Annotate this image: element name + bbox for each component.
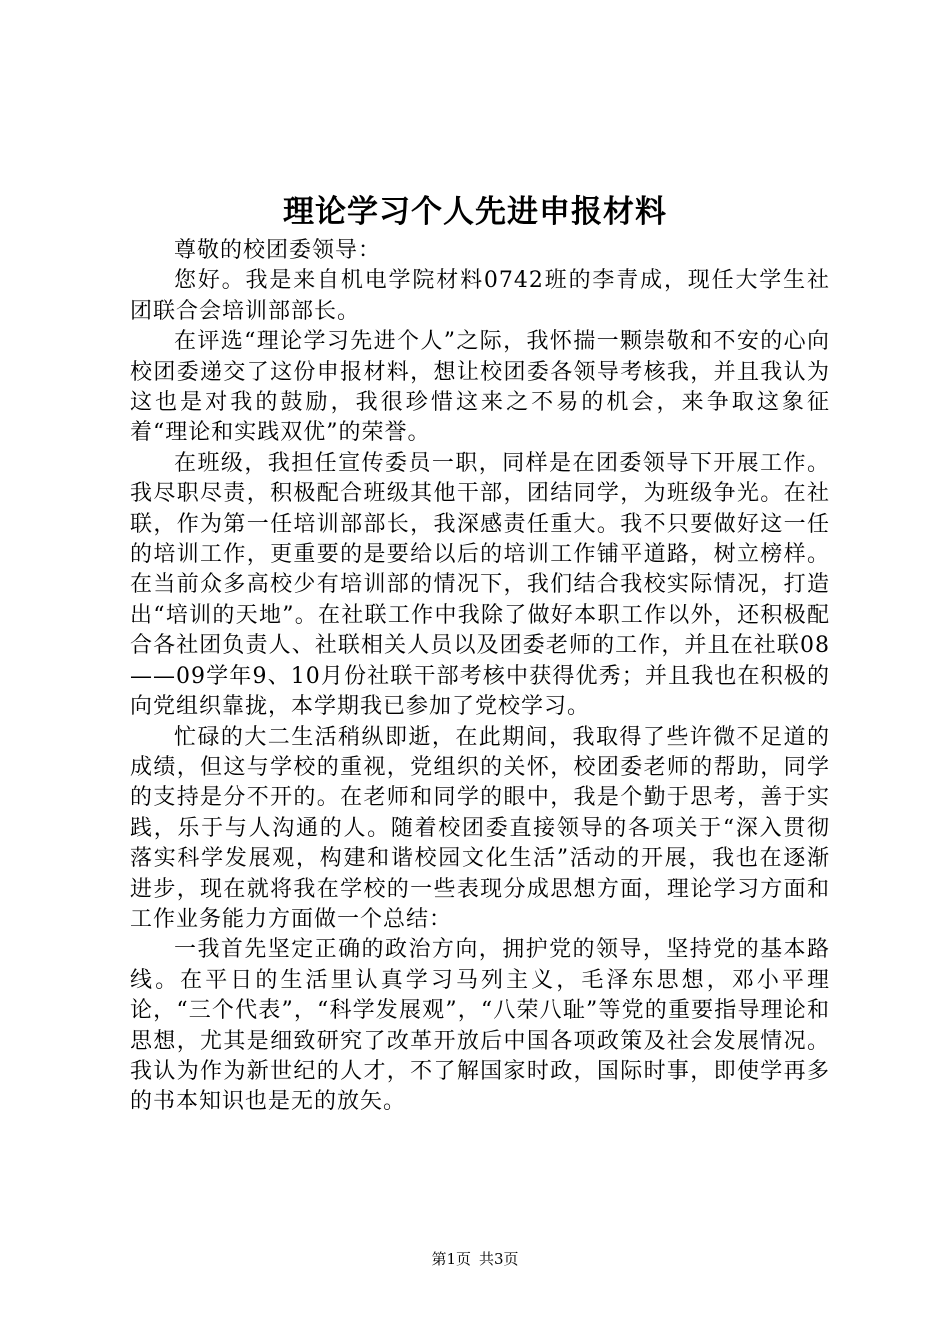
document-body: [130, 236, 830, 1118]
salutation: 尊敬的校团委领导：: [174, 238, 382, 263]
paragraph-application: 在评选“理论学习先进个人”之际，我怀揣一颗崇敬和不安的心向校团委递交了这份申报材料，想让校团委各领导考核我，并且我认为这也是对我的鼓励，我很珍惜这来之不易的机会，来争取这象征着“理论和实践双优”的荣誉。: [130, 329, 830, 446]
paragraph-work: 在班级，我担任宣传委员一职，同样是在团委领导下开展工作。我尽职尽责，积极配合班级其他干部，团结同学，为班级争光。在社联，作为第一任培训部部长，我深感责任重大。我不只要做好这一任的培训工作，更重要的是要给以后的培训工作铺平道路，树立榜样。在当前众多高校少有培训部的情况下，我们结合我校实际情况，打造出“培训的天地”。在社联工作中我除了做好本职工作以外，还积极配合各社团负责人、社联相关人员以及团委老师的工作，并且在社联08——09学年9、10月份社联干部考核中获得优秀；并且我也在积极的向党组织靠拢，本学期我已参加了党校学习。: [130, 450, 830, 720]
page-total: 共3页: [479, 1250, 519, 1268]
paragraph-greeting: 您好。我是来自机电学院材料0742班的李青成，现任大学生社团联合会培训部部长。: [130, 268, 830, 324]
page-number: 第1页: [431, 1250, 471, 1268]
document-title: 理论学习个人先进申报材料: [283, 194, 667, 230]
paragraph-summary-intro: 忙碌的大二生活稍纵即逝，在此期间，我取得了些许微不足道的成绩，但这与学校的重视，党组织的关怀，校团委老师的帮助，同学的支持是分不开的。在老师和同学的眼中，我是个勤于思考，善于实践，乐于与人沟通的人。随着校团委直接领导的各项关于“深入贯彻落实科学发展观，构建和谐校园文化生活”活动的开展，我也在逐渐进步，现在就将我在学校的一些表现分成思想方面，理论学习方面和工作业务能力方面做一个总结：: [130, 724, 830, 932]
page-footer: [0, 1248, 950, 1269]
paragraph-political: 一我首先坚定正确的政治方向，拥护党的领导，坚持党的基本路线。在平日的生活里认真学习马列主义，毛泽东思想，邓小平理论，“三个代表”，“科学发展观”，“八荣八耻”等党的重要指导理论和思想，尤其是细致研究了改革开放后中国各项政策及社会发展情况。我认为作为新世纪的人才，不了解国家时政，国际时事，即使学再多的书本知识也是无的放矢。: [130, 937, 830, 1115]
